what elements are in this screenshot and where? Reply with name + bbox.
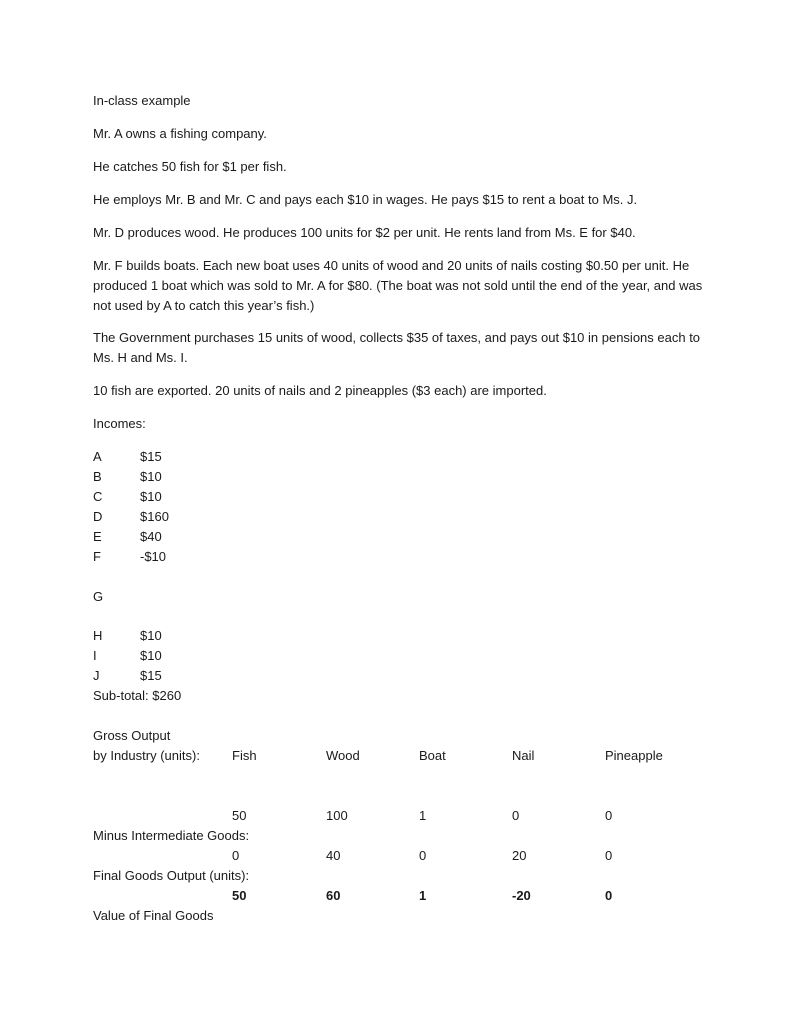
- column-header-boat: Boat: [419, 748, 446, 763]
- paragraph-wages: He employs Mr. B and Mr. C and pays each $10 in wages. He pays $15 to rent a boat to Ms. J.: [93, 192, 638, 207]
- column-header-pineapple: Pineapple: [605, 748, 663, 763]
- income-label: I: [93, 648, 97, 663]
- paragraph-boats: Mr. F builds boats. Each new boat uses 40 units of wood and 20 units of nails costing $0.50 per unit. He produced 1 boat which was sold to Mr. A for $80. (The boat was not sold until the end of the year, and was not used by A to catch this year’s fish.): [93, 258, 703, 313]
- intermediate-nail: 20: [512, 848, 527, 863]
- table-heading-line1: Gross Output: [93, 728, 171, 743]
- paragraph-trade: 10 fish are exported. 20 units of nails and 2 pineapples ($3 each) are imported.: [93, 383, 547, 398]
- intermediate-boat: 0: [419, 848, 427, 863]
- final-fish: 50: [232, 888, 247, 903]
- paragraph-fish-catch: He catches 50 fish for $1 per fish.: [93, 159, 287, 174]
- income-label: D: [93, 509, 103, 524]
- column-header-nail: Nail: [512, 748, 535, 763]
- income-label: H: [93, 628, 103, 643]
- income-value: $10: [140, 648, 162, 663]
- income-label: E: [93, 529, 102, 544]
- paragraph-fishing-company: Mr. A owns a fishing company.: [93, 126, 267, 141]
- income-label: B: [93, 469, 102, 484]
- intermediate-fish: 0: [232, 848, 240, 863]
- income-value: $10: [140, 469, 162, 484]
- value-of-final-goods-label: Value of Final Goods: [93, 908, 214, 923]
- final-goods-label: Final Goods Output (units):: [93, 868, 250, 883]
- gross-output-fish: 50: [232, 808, 247, 823]
- income-label: A: [93, 449, 102, 464]
- gross-output-wood: 100: [326, 808, 348, 823]
- final-wood: 60: [326, 888, 341, 903]
- income-label: C: [93, 489, 103, 504]
- column-header-wood: Wood: [326, 748, 360, 763]
- final-nail: -20: [512, 888, 531, 903]
- income-value: -$10: [140, 549, 167, 564]
- document-title: In-class example: [93, 93, 191, 108]
- incomes-heading: Incomes:: [93, 416, 146, 431]
- gross-output-boat: 1: [419, 808, 427, 823]
- income-value: $15: [140, 449, 162, 464]
- incomes-subtotal: Sub-total: $260: [93, 688, 182, 703]
- paragraph-wood: Mr. D produces wood. He produces 100 units for $2 per unit. He rents land from Ms. E for $40.: [93, 225, 636, 240]
- final-boat: 1: [419, 888, 427, 903]
- table-heading-line2: by Industry (units):: [93, 748, 200, 763]
- income-value: $160: [140, 509, 169, 524]
- income-value: $10: [140, 628, 162, 643]
- gross-output-nail: 0: [512, 808, 520, 823]
- income-value: $10: [140, 489, 162, 504]
- gross-output-pineapple: 0: [605, 808, 613, 823]
- income-label: G: [93, 589, 104, 604]
- intermediate-wood: 40: [326, 848, 341, 863]
- final-pineapple: 0: [605, 888, 613, 903]
- income-label: F: [93, 549, 101, 564]
- income-value: $40: [140, 529, 162, 544]
- income-value: $15: [140, 668, 162, 683]
- intermediate-pineapple: 0: [605, 848, 613, 863]
- column-header-fish: Fish: [232, 748, 257, 763]
- income-label: J: [93, 668, 100, 683]
- paragraph-government: The Government purchases 15 units of wood, collects $35 of taxes, and pays out $10 in pensions each to Ms. H and Ms. I.: [93, 330, 701, 365]
- intermediate-goods-label: Minus Intermediate Goods:: [93, 828, 250, 843]
